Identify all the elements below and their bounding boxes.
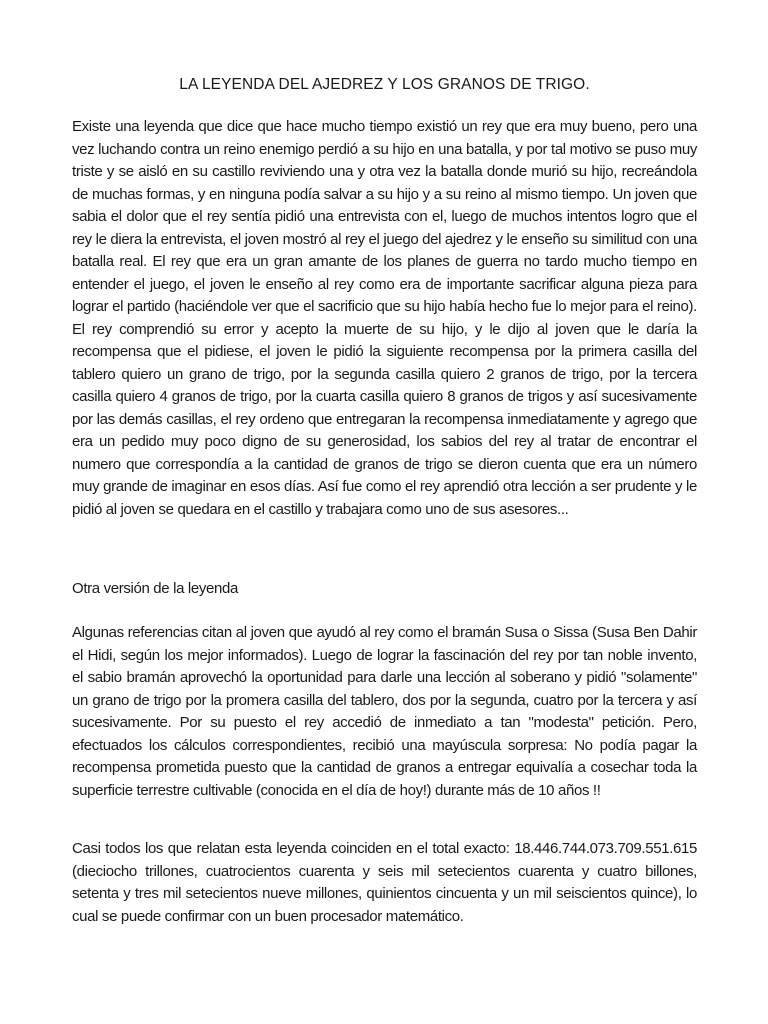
paragraph-subheading: Otra versión de la leyenda [72, 580, 239, 597]
document-title: LA LEYENDA DEL AJEDREZ Y LOS GRANOS DE TRIGO. [179, 76, 590, 93]
paragraph-other-version: Algunas referencias citan al joven que ayudó al rey como el bramán Susa o Sissa (Susa Ben Dahir el Hidi, según los mejor informados). Luego de lograr la fascinación del rey por tan noble invento, el sabio bramán aprovechó la oportunidad para darle una lección al soberano y pidió "solamente" un grano de trigo por la promera casilla del tablero, dos por la segunda, cuatro por la tercera y así sucesivamente. Por su puesto el rey accedió de inmediato a tan "modesta" petición. Pero, efectuados los cálculos correspondientes, recibió una mayúscula sorpresa: No podía pagar la recompensa prometida puesto que la cantidad de granos a entregar equivalía a cosechar toda la superficie terrestre cultivable (conocida en el día de hoy!) durante más de 10 años !! [72, 624, 697, 799]
paragraph-total: Casi todos los que relatan esta leyenda coinciden en el total exacto: 18.446.744.073.709.551.615 (dieciocho trillones, cuatrocientos cuarenta y seis mil setecientos cuarenta y cuatro billones, setenta y tres mil setecientos nueve millones, quinientos cincuenta y un mil seiscientos quince), lo cual se puede confirmar con un buen procesador matemático. [72, 840, 697, 925]
paragraph-legend: Existe una leyenda que dice que hace mucho tiempo existió un rey que era muy bueno, pero una vez luchando contra un reino enemigo perdió a su hijo en una batalla, y por tal motivo se puso muy triste y se aisló en su castillo reviviendo una y otra vez la batalla donde murió su hijo, recreándola de muchas formas, y en ninguna podía salvar a su hijo y a su reino al mismo tiempo. Un joven que sabia el dolor que el rey sentía pidió una entrevista con el, luego de muchos intentos logro que el rey le diera la entrevista, el joven mostró al rey el juego del ajedrez y le enseño su similitud con una batalla real. El rey que era un gran amante de los planes de guerra no tardo mucho tiempo en entender el juego, el joven le enseño al rey como era de importante sacrificar alguna pieza para lograr el partido (haciéndole ver que el sacrificio que su hijo había hecho fue lo mejor para el reino). El rey comprendió su error y acepto la muerte de su hijo, y le dijo al joven que le daría la recompensa que el pidiese, el joven le pidió la siguiente recompensa por la primera casilla del tablero quiero un grano de trigo, por la segunda casilla quiero 2 granos de trigo, por la tercera casilla quiero 4 granos de trigo, por la cuarta casilla quiero 8 granos de trigos y así sucesivamente por las demás casillas, el rey ordeno que entregaran la recompensa inmediatamente y agrego que era un pedido muy poco digno de su generosidad, los sabios del rey al tratar de encontrar el numero que correspondía a la cantidad de granos de trigo se dieron cuenta que era un número muy grande de imaginar en esos días. Así fue como el rey aprendió otra lección a ser prudente y le pidió al joven se quedara en el castillo y trabajara como uno de sus asesores... [72, 118, 697, 518]
